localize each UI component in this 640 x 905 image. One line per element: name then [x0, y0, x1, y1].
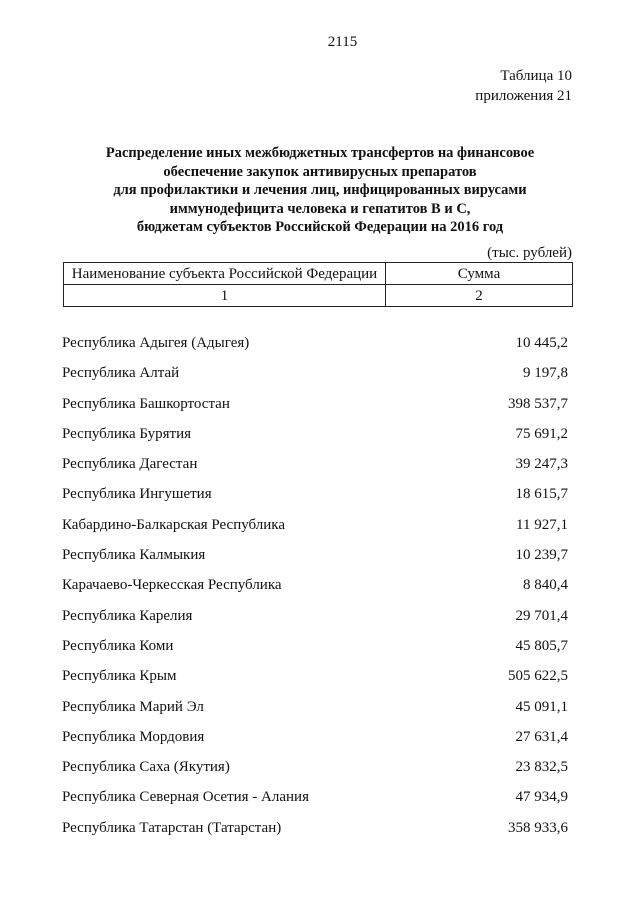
region-amount: 9 197,8	[523, 365, 568, 382]
region-amount: 18 615,7	[515, 486, 568, 503]
table-row	[0, 755, 640, 785]
region-name: Республика Татарстан (Татарстан)	[62, 819, 282, 836]
column-number-2: 2	[386, 285, 573, 307]
region-amount: 75 691,2	[515, 425, 568, 442]
table-header	[63, 262, 573, 307]
region-amount: 27 631,4	[515, 728, 568, 745]
header-row	[64, 263, 573, 285]
title-line: Распределение иных межбюджетных трансфертов на финансовое	[105, 145, 535, 161]
region-amount: 39 247,3	[515, 456, 568, 473]
region-amount: 45 091,1	[515, 698, 568, 715]
title-line: бюджетам субъектов Российской Федерации на 2016 год	[136, 219, 504, 235]
title-line: для профилактики и лечения лиц, инфицированных вирусами	[113, 182, 527, 198]
region-amount: 10 445,2	[515, 335, 568, 351]
region-amount: 358 933,6	[508, 819, 568, 836]
table-row	[0, 785, 640, 815]
region-name: Республика Башкортостан	[62, 395, 230, 412]
units-label: (тыс. рублей)	[487, 245, 572, 261]
table-reference-line-1: Таблица 10	[500, 68, 572, 84]
table-row	[0, 573, 640, 603]
region-name: Республика Ингушетия	[62, 486, 212, 503]
table-row	[0, 513, 640, 543]
document-title	[70, 144, 570, 237]
region-name: Республика Бурятия	[62, 425, 192, 442]
region-name: Республика Коми	[62, 637, 174, 654]
column-number-1: 1	[64, 285, 386, 307]
region-name: Республика Дагестан	[62, 456, 198, 473]
title-line: иммунодефицита человека и гепатитов В и С,	[169, 200, 471, 217]
region-name: Республика Калмыкия	[62, 547, 206, 564]
title-line: обеспечение закупок антивирусных препаратов	[163, 163, 477, 180]
table-row	[0, 725, 640, 755]
region-name: Республика Северная Осетия - Алания	[62, 789, 309, 806]
region-name: Республика Крым	[62, 668, 177, 685]
region-name: Республика Марий Эл	[62, 698, 204, 715]
region-name: Республика Саха (Якутия)	[62, 759, 230, 776]
table-row	[0, 422, 640, 452]
region-name: Республика Мордовия	[62, 728, 205, 745]
table-row	[0, 695, 640, 725]
table-row	[0, 331, 640, 361]
region-name: Республика Карелия	[62, 607, 193, 624]
table-row	[0, 543, 640, 573]
region-amount: 505 622,5	[508, 668, 568, 685]
region-amount: 47 934,9	[515, 789, 568, 806]
region-amount: 398 537,7	[508, 395, 568, 412]
region-name: Кабардино-Балкарская Республика	[62, 516, 286, 533]
region-amount: 11 927,1	[516, 516, 568, 533]
region-amount: 8 840,4	[523, 577, 568, 594]
region-name: Республика Алтай	[62, 365, 180, 382]
table-row	[0, 361, 640, 391]
table-reference	[475, 66, 572, 106]
region-amount: 29 701,4	[515, 607, 568, 624]
table-row	[0, 664, 640, 694]
region-name: Республика Адыгея (Адыгея)	[62, 335, 250, 351]
table-row	[0, 452, 640, 482]
table-body	[0, 331, 640, 846]
region-amount: 45 805,7	[515, 637, 568, 654]
region-amount: 10 239,7	[515, 547, 568, 564]
table-row	[0, 634, 640, 664]
table-reference-line-2: приложения 21	[475, 88, 572, 104]
table-row	[0, 392, 640, 422]
table-row	[0, 482, 640, 512]
table-row	[0, 816, 640, 846]
header-number-row	[64, 285, 573, 307]
table-row	[0, 604, 640, 634]
region-amount: 23 832,5	[515, 759, 568, 776]
column-header-amount: Сумма	[386, 263, 573, 285]
region-name: Карачаево-Черкесская Республика	[62, 577, 282, 594]
page-number: 2115	[327, 34, 358, 50]
column-header-name: Наименование субъекта Российской Федерации	[64, 263, 386, 285]
